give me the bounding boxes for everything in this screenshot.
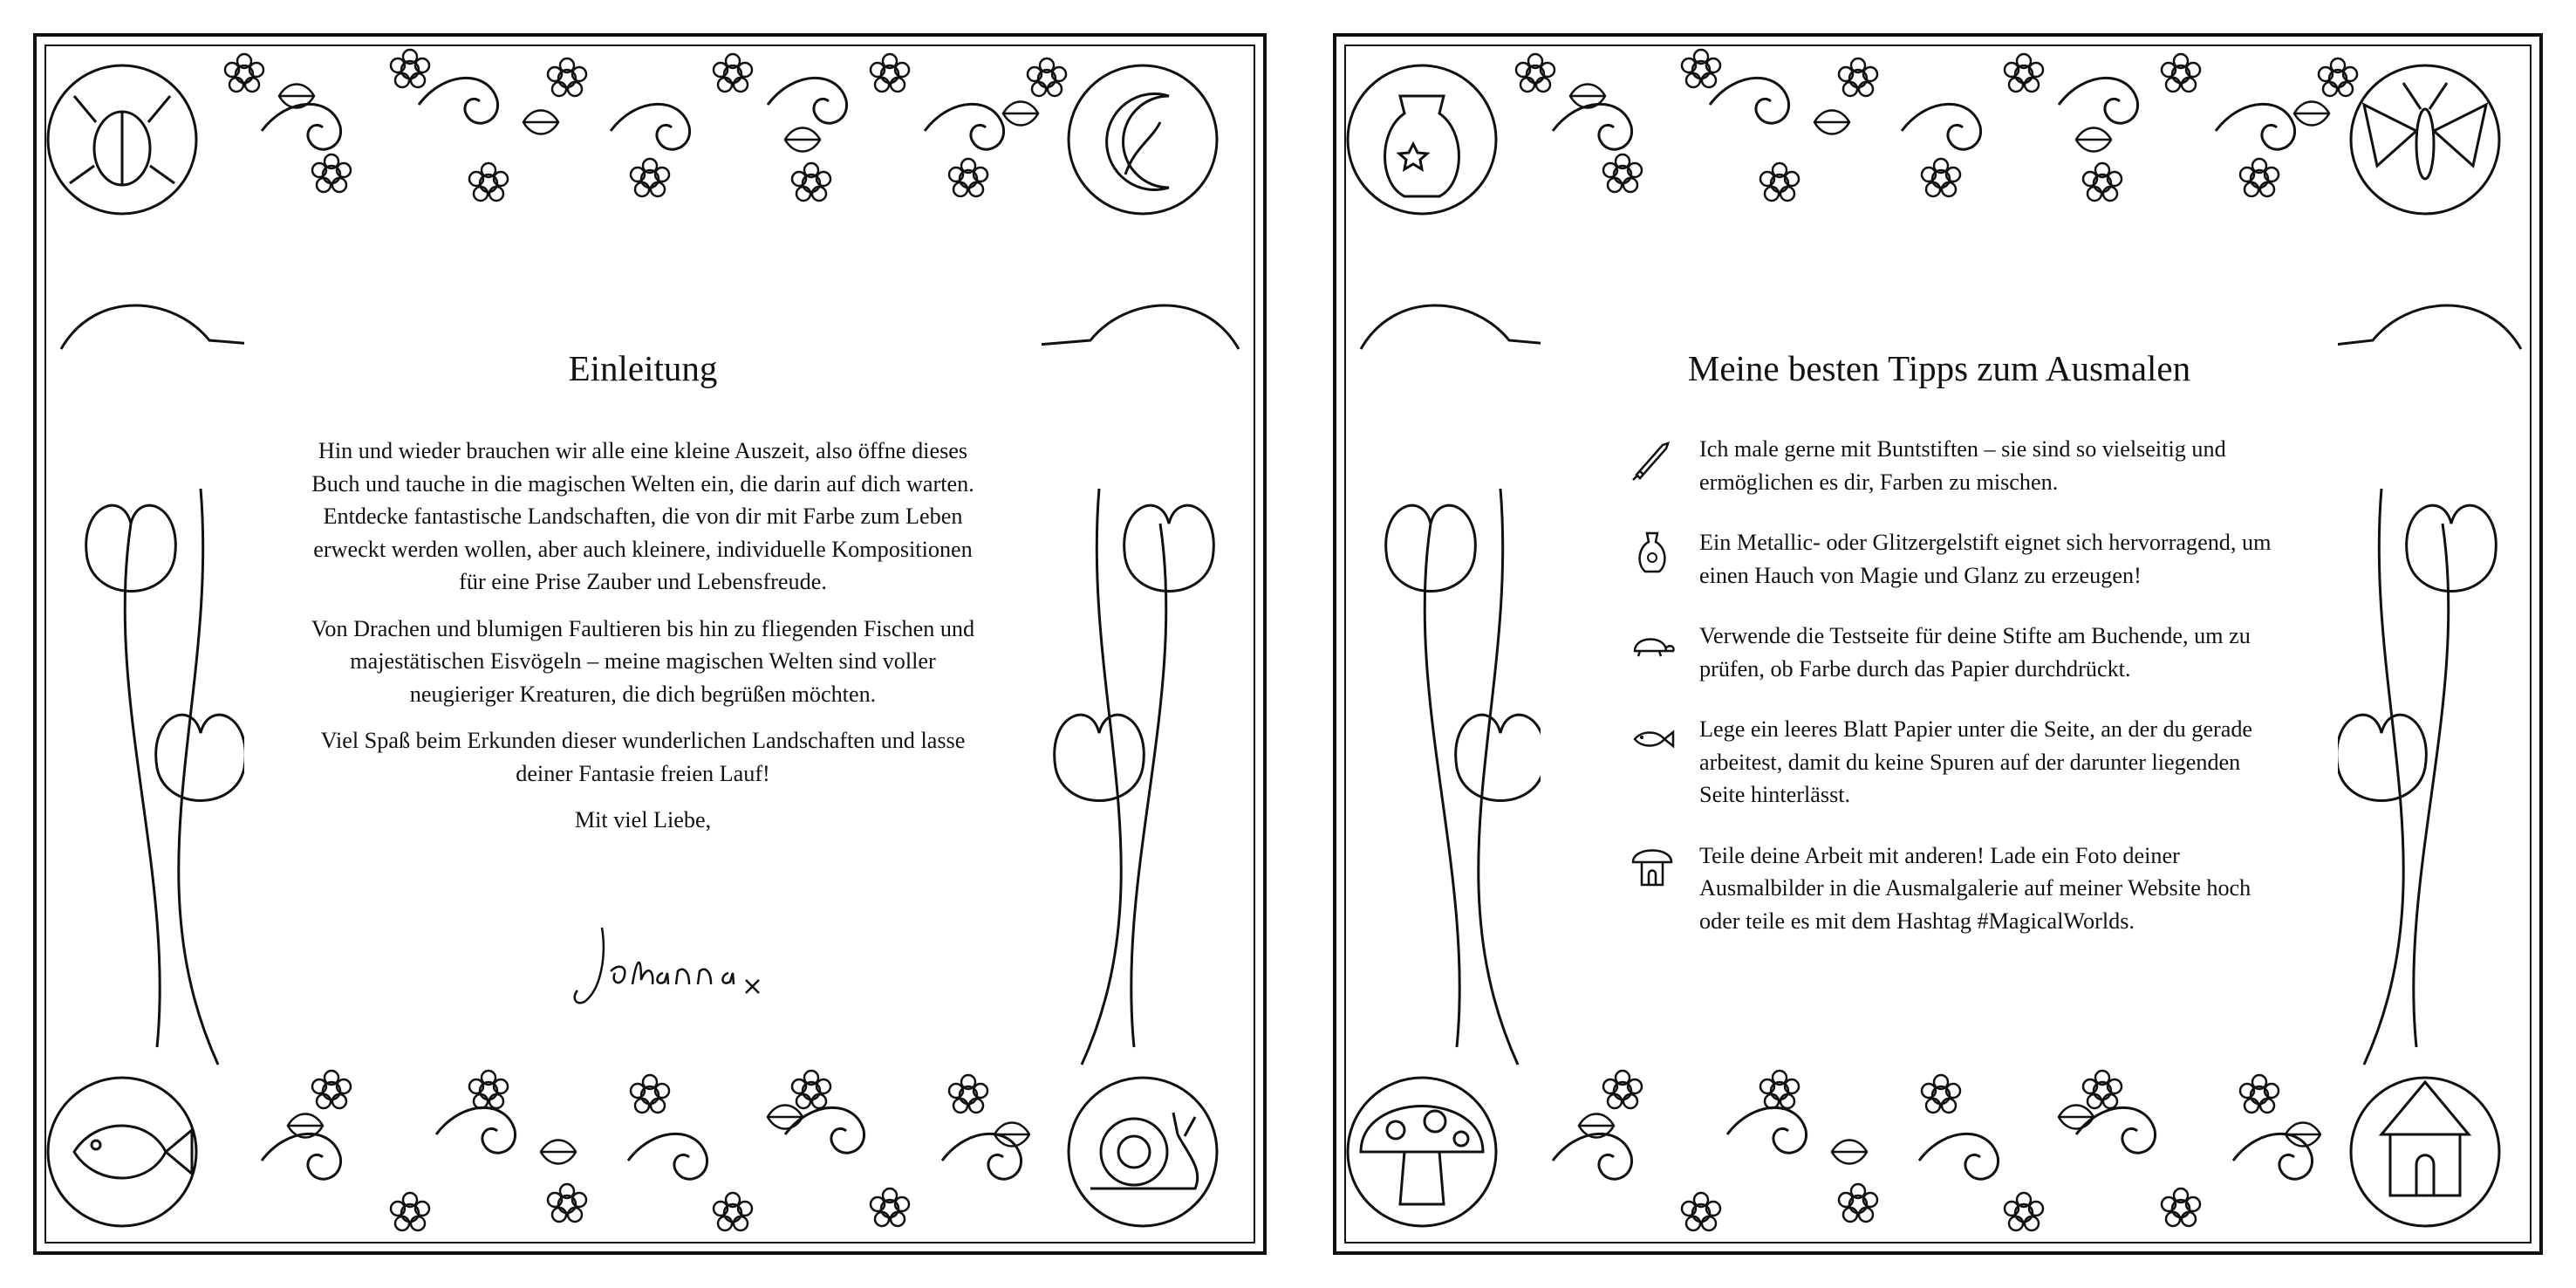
fairy-house-icon [2381, 1082, 2469, 1196]
moon-flower-icon [1107, 94, 1169, 190]
tip-item [1628, 839, 2291, 938]
tip-text: Verwende die Testseite für deine Stifte am Buchende, um zu prüfen, ob Farbe durch das Papier durchdrückt. [1699, 623, 2251, 682]
star-jar-icon [1385, 96, 1459, 196]
tip-item [1628, 713, 2291, 812]
intro-panel [244, 225, 1042, 1061]
tip-text: Lege ein leeres Blatt Papier unter die Seite, an der du gerade arbeitest, damit du keine Spuren auf der darunter liegenden Seite hinterlässt. [1699, 716, 2253, 807]
page-title: Meine besten Tipps zum Ausmalen [1687, 348, 2191, 388]
tip-item [1628, 620, 2291, 685]
fish-icon [74, 1126, 192, 1178]
intro-paragraph: Viel Spaß beim Erkunden dieser wunderlichen Landschaften und lasse deiner Fantasie freien Lauf! [320, 728, 966, 786]
tip-text: Ein Metallic- oder Glitzergelstift eignet sich hervorragend, um einen Hauch von Magie und Glanz zu erzeugen! [1699, 530, 2272, 588]
closing-line: Mit viel Liebe, [574, 807, 712, 832]
signature [567, 919, 768, 1015]
tips-panel [1541, 225, 2338, 1061]
intro-paragraph: Hin und wieder brauchen wir alle eine kleine Auszeit, also öffne dieses Buch und tauche in die magischen Welten ein, die darin auf dich warten. Entdecke fantastische Landschaften, die von dir mit Farbe zum Leben erweckt werden wollen, aber auch kleinere, individuelle Kompositionen für eine Prise Zauber und Lebensfreude. [311, 438, 974, 594]
intro-paragraph: Von Drachen und blumigen Faultieren bis hin zu fliegenden Fischen und majestätischen Eisvögeln – meine magischen Welten sind voller neugieriger Kreaturen, die dich begrüßen möchten. [311, 615, 975, 707]
tip-item [1628, 433, 2291, 498]
potion-bottle-icon [1628, 528, 1677, 577]
pencil-rocket-icon [1628, 435, 1677, 483]
turtle-icon [1628, 621, 1677, 670]
fish-icon [1628, 715, 1677, 764]
tips-list [1628, 433, 2291, 965]
intro-text [305, 435, 981, 851]
tip-item [1628, 526, 2291, 592]
right-page [1300, 0, 2576, 1288]
mushroom-icon [1361, 1106, 1483, 1205]
snail-icon [1090, 1113, 1198, 1189]
beetle-icon [70, 96, 174, 185]
moth-icon [2364, 83, 2486, 179]
page-title: Einleitung [568, 348, 718, 388]
tip-text: Teile deine Arbeit mit anderen! Lade ein Foto deiner Ausmalbilder in die Ausmalgalerie auf meiner Website hoch oder teile es mit dem Hashtag #MagicalWorlds. [1699, 842, 2251, 934]
mushroom-house-icon [1628, 841, 1677, 890]
tip-text: Ich male gerne mit Buntstiften – sie sind so vielseitig und ermöglichen es dir, Farben zu mischen. [1699, 436, 2226, 495]
